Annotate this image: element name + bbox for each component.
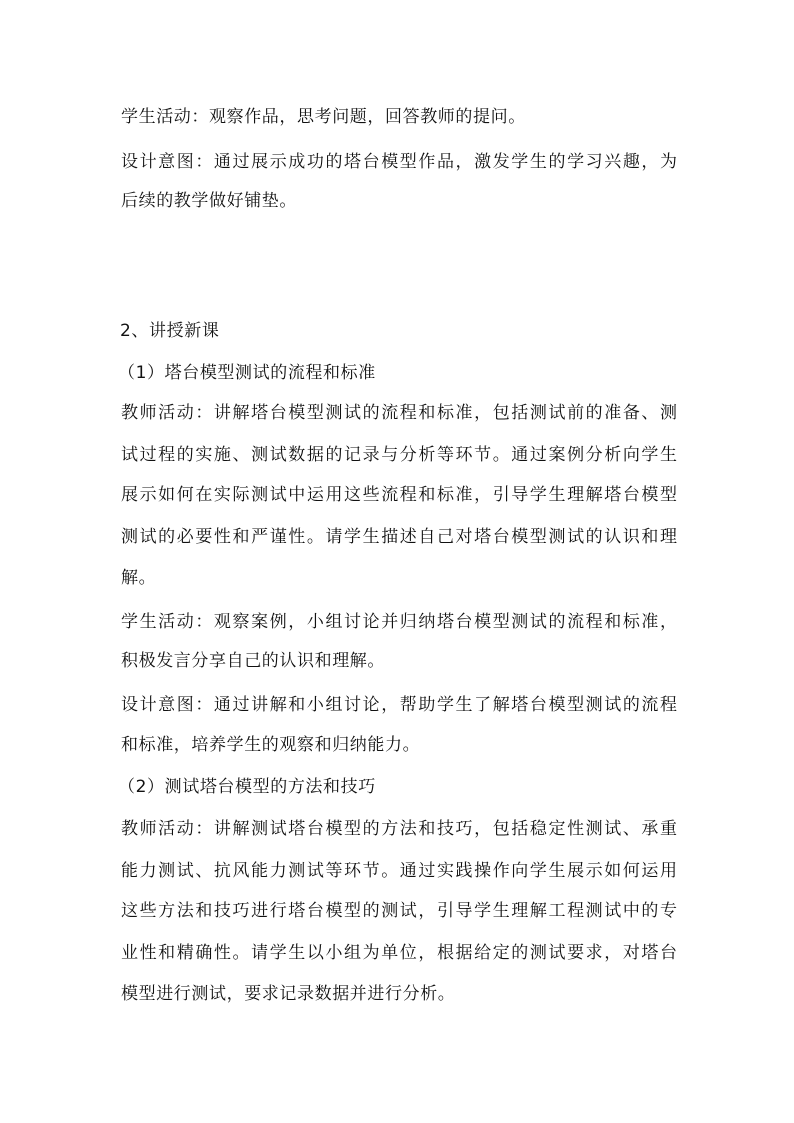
student-activity-2-line-2: 积极发言分享自己的认识和理解。 bbox=[121, 651, 385, 671]
teacher-activity-2-line-3: 这些方法和技巧进行塔台模型的测试，引导学生理解工程测试中的专 bbox=[121, 901, 677, 921]
teacher-activity-1-line-2: 试过程的实施、测试数据的记录与分析等环节。通过案例分析向学生 bbox=[121, 445, 677, 465]
design-intent-1-line-1: 设计意图：通过展示成功的塔台模型作品，激发学生的学习兴趣，为 bbox=[121, 152, 677, 172]
design-intent-2-line-2: 和标准，培养学生的观察和归纳能力。 bbox=[121, 735, 421, 755]
subsection-heading-1: （1）塔台模型测试的流程和标准 bbox=[118, 363, 376, 383]
teacher-activity-1-line-4: 测试的必要性和严谨性。请学生描述自己对塔台模型测试的认识和理 bbox=[121, 527, 677, 547]
teacher-activity-2-line-5: 模型进行测试，要求记录数据并进行分析。 bbox=[121, 984, 456, 1004]
student-activity-2-line-1: 学生活动：观察案例，小组讨论并归纳塔台模型测试的流程和标准， bbox=[121, 612, 677, 632]
section-heading: 2、讲授新课 bbox=[120, 321, 220, 341]
design-intent-2-line-1: 设计意图：通过讲解和小组讨论，帮助学生了解塔台模型测试的流程 bbox=[121, 695, 677, 715]
teacher-activity-1-line-3: 展示如何在实际测试中运用这些流程和标准，引导学生理解塔台模型 bbox=[121, 485, 677, 505]
student-activity-1: 学生活动：观察作品，思考问题，回答教师的提问。 bbox=[121, 107, 526, 127]
subsection-heading-2: （2）测试塔台模型的方法和技巧 bbox=[118, 777, 376, 797]
teacher-activity-2-line-1: 教师活动：讲解测试塔台模型的方法和技巧，包括稳定性测试、承重 bbox=[121, 819, 677, 839]
teacher-activity-1-line-1: 教师活动：讲解塔台模型测试的流程和标准，包括测试前的准备、测 bbox=[121, 403, 677, 423]
teacher-activity-2-line-4: 业性和精确性。请学生以小组为单位，根据给定的测试要求，对塔台 bbox=[121, 943, 677, 963]
design-intent-1-line-2: 后续的教学做好铺垫。 bbox=[121, 191, 297, 211]
teacher-activity-1-line-5: 解。 bbox=[121, 568, 157, 588]
teacher-activity-2-line-2: 能力测试、抗风能力测试等环节。通过实践操作向学生展示如何运用 bbox=[121, 861, 677, 881]
